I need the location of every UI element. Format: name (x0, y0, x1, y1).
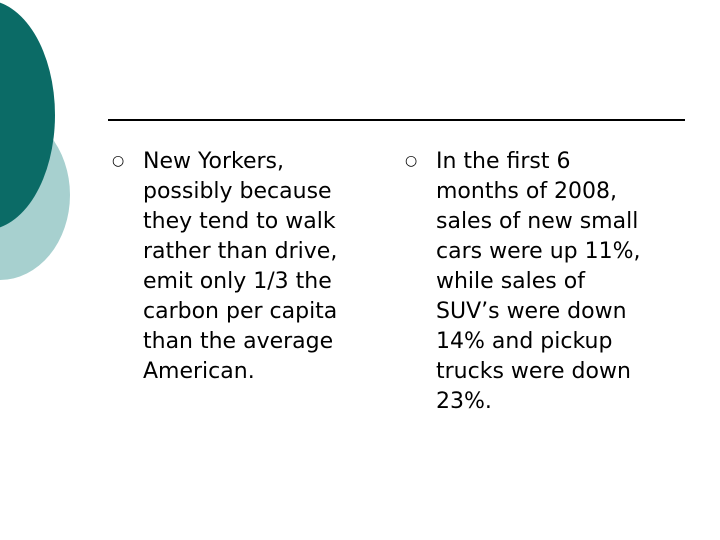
title-divider-line (108, 119, 685, 121)
hollow-circle-bullet-icon: ○ (405, 153, 418, 169)
left-bullet-text: New Yorkers, possibly because they tend to walk rather than drive, emit only 1/3 the carbon per capita than the average American. (143, 149, 338, 384)
hollow-circle-bullet-icon: ○ (112, 153, 125, 169)
right-bullet-text: In the first 6 months of 2008, sales of new small cars were up 11%, while sales of SUV’s were down 14% and pickup trucks were down 23%. (436, 149, 641, 414)
